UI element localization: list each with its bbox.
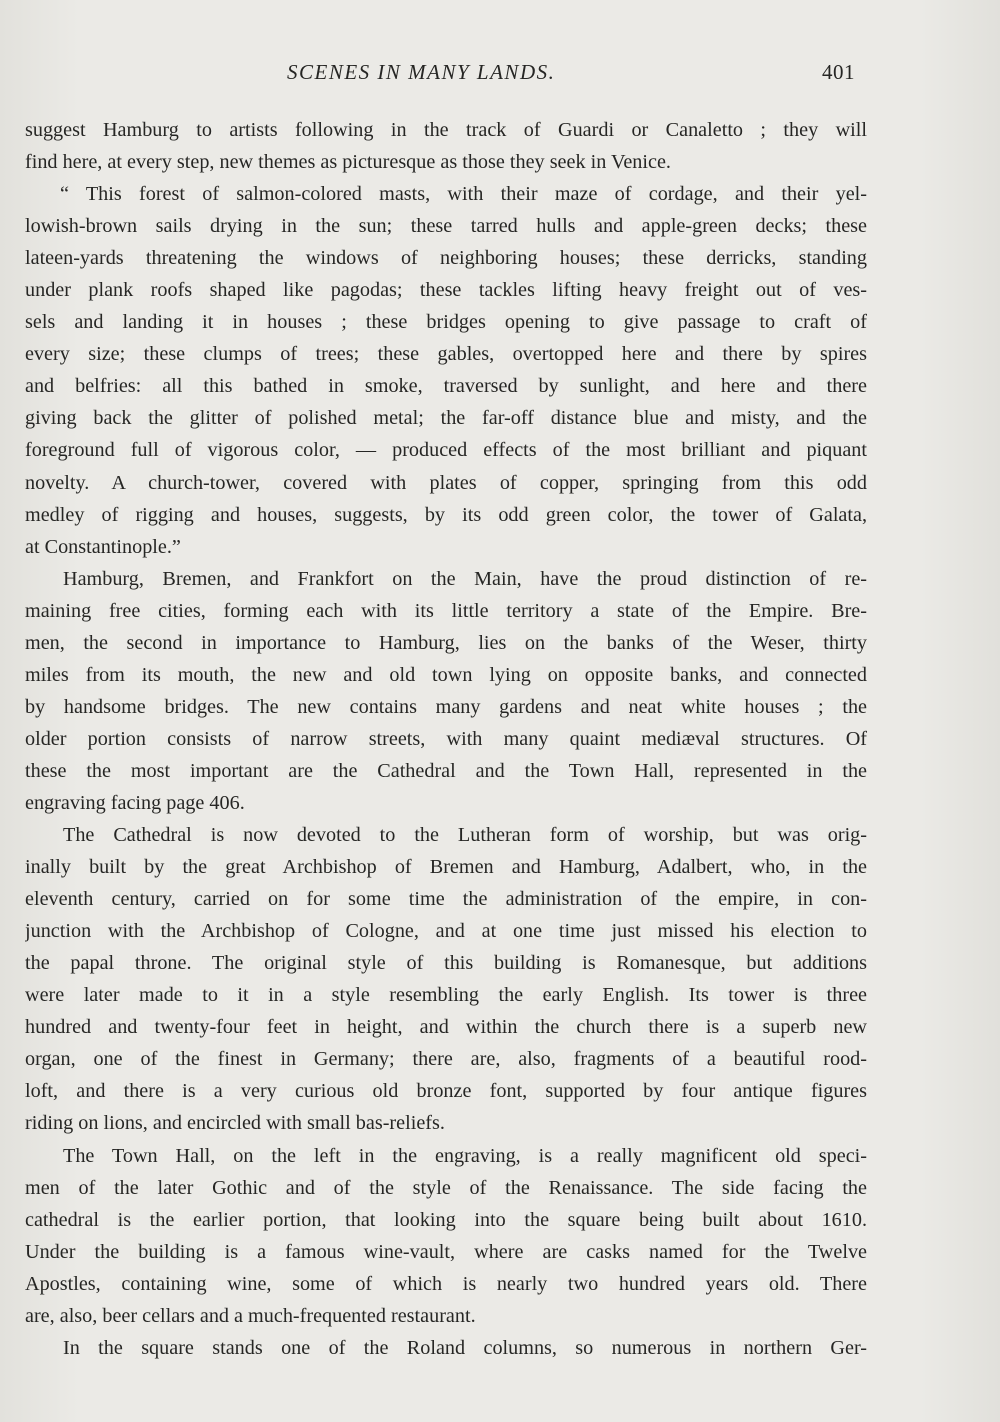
- text-line: maining free cities, forming each with its little territory a state of the Empire. Bre-: [25, 599, 867, 622]
- text-line: men of the later Gothic and of the style of the Renaissance. The side facing the: [25, 1176, 867, 1199]
- text-line: every size; these clumps of trees; these gables, overtopped here and there by spires: [25, 343, 867, 366]
- text-line: were later made to it in a style resembling the early English. Its tower is three: [25, 984, 867, 1007]
- text-line: lowish-brown sails drying in the sun; these tarred hulls and apple-green decks; these: [25, 215, 867, 238]
- text-line: at Constantinople.”: [25, 535, 181, 558]
- text-line: inally built by the great Archbishop of Bremen and Hamburg, Adalbert, who, in the: [25, 856, 867, 879]
- text-line: and belfries: all this bathed in smoke, traversed by sunlight, and here and there: [25, 375, 867, 398]
- text-line: In the square stands one of the Roland columns, so numerous in northern Ger-: [63, 1336, 867, 1359]
- text-line: miles from its mouth, the new and old town lying on opposite banks, and connected: [25, 663, 867, 686]
- text-line: older portion consists of narrow streets, with many quaint mediæval structures. Of: [25, 727, 867, 750]
- text-line: organ, one of the finest in Germany; there are, also, fragments of a beautiful rood-: [25, 1048, 867, 1071]
- text-line: lateen-yards threatening the windows of neighboring houses; these derricks, standing: [25, 247, 867, 270]
- text-line: loft, and there is a very curious old bronze font, supported by four antique figures: [25, 1080, 867, 1103]
- text-line: find here, at every step, new themes as picturesque as those they seek in Venice.: [25, 151, 671, 174]
- text-line: the papal throne. The original style of this building is Romanesque, but additions: [25, 952, 867, 975]
- text-line: giving back the glitter of polished metal; the far-off distance blue and misty, and the: [25, 407, 867, 430]
- text-line: Under the building is a famous wine-vault, where are casks named for the Twelve: [25, 1240, 867, 1263]
- text-line: The Town Hall, on the left in the engraving, is a really magnificent old speci-: [63, 1144, 867, 1167]
- page-number: 401: [822, 60, 855, 84]
- text-line: sels and landing it in houses ; these bridges opening to give passage to craft of: [25, 311, 867, 334]
- text-line: these the most important are the Cathedral and the Town Hall, represented in the: [25, 759, 867, 782]
- text-line: men, the second in importance to Hamburg, lies on the banks of the Weser, thirty: [25, 631, 867, 654]
- text-line: hundred and twenty-four feet in height, and within the church there is a superb new: [25, 1016, 867, 1039]
- text-line: eleventh century, carried on for some time the administration of the empire, in con-: [25, 888, 867, 911]
- text-line: riding on lions, and encircled with small bas-reliefs.: [25, 1112, 445, 1135]
- running-title: SCENES IN MANY LANDS.: [287, 60, 556, 84]
- text-line: under plank roofs shaped like pagodas; these tackles lifting heavy freight out of ves-: [25, 279, 867, 302]
- text-line: Apostles, containing wine, some of which is nearly two hundred years old. There: [25, 1272, 867, 1295]
- text-line: novelty. A church-tower, covered with plates of copper, springing from this odd: [25, 471, 867, 494]
- text-line: medley of rigging and houses, suggests, by its odd green color, the tower of Galata,: [25, 503, 867, 526]
- text-line: “ This forest of salmon-colored masts, with their maze of cordage, and their yel-: [60, 183, 867, 206]
- text-line: engraving facing page 406.: [25, 791, 245, 814]
- text-line: junction with the Archbishop of Cologne, and at one time just missed his election to: [25, 920, 867, 943]
- text-line: The Cathedral is now devoted to the Lutheran form of worship, but was orig-: [63, 824, 867, 847]
- text-line: are, also, beer cellars and a much-frequented restaurant.: [25, 1304, 476, 1327]
- text-line: by handsome bridges. The new contains many gardens and neat white houses ; the: [25, 695, 867, 718]
- body-text: [25, 114, 867, 1364]
- running-header: [0, 60, 1000, 90]
- text-line: foreground full of vigorous color, — produced effects of the most brilliant and piquant: [25, 439, 867, 462]
- text-line: suggest Hamburg to artists following in the track of Guardi or Canaletto ; they will: [25, 119, 867, 141]
- text-line: cathedral is the earlier portion, that looking into the square being built about 1610.: [25, 1208, 867, 1231]
- text-line: Hamburg, Bremen, and Frankfort on the Main, have the proud distinction of re-: [63, 567, 867, 590]
